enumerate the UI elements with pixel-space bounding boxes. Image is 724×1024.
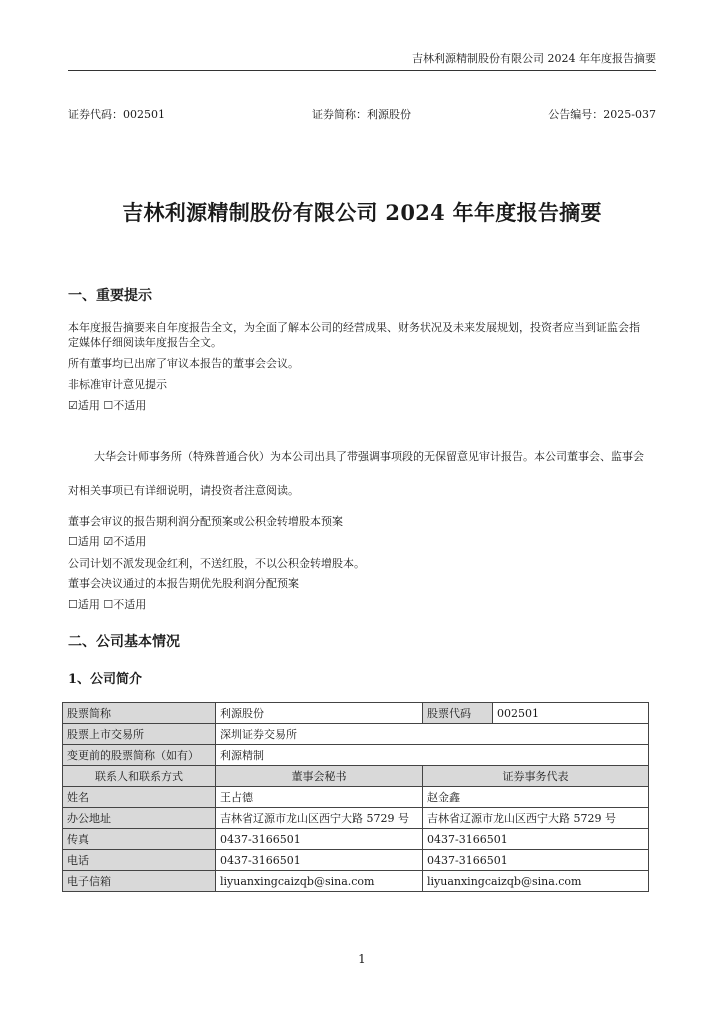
- page-number: 1: [358, 952, 366, 966]
- table-cell-label: 办公地址: [63, 808, 216, 829]
- option-nonstandard-audit: ☑适用 ☐不适用: [68, 399, 147, 412]
- table-cell-label: 变更前的股票简称（如有）: [63, 745, 216, 766]
- paragraph-preferred-stock: 董事会决议通过的本报告期优先股利润分配预案: [68, 577, 299, 590]
- option-preferred-stock: ☐适用 ☐不适用: [68, 598, 147, 611]
- table-cell-label: 股票上市交易所: [63, 724, 216, 745]
- paragraph-profit-distribution: 董事会审议的报告期利润分配预案或公积金转增股本预案: [68, 515, 343, 528]
- table-cell-value: 王占德: [216, 787, 423, 808]
- company-profile-table: [62, 702, 649, 892]
- table-cell-label: 传真: [63, 829, 216, 850]
- section-heading-important: 一、重要提示: [68, 288, 152, 304]
- stock-code: 证券代码：002501: [68, 108, 165, 121]
- table-row: [63, 745, 649, 766]
- paragraph-audit-opinion-cont: 对相关事项已有详细说明，请投资者注意阅读。: [68, 484, 299, 497]
- table-cell-value: liyuanxingcaizqb@sina.com: [216, 871, 423, 892]
- subsection-heading-company-profile: 1、公司简介: [68, 672, 143, 687]
- table-cell-label: 股票代码: [423, 703, 493, 724]
- table-cell-label: 电子信箱: [63, 871, 216, 892]
- table-cell-label: 电话: [63, 850, 216, 871]
- table-row: [63, 850, 649, 871]
- table-cell-value: 0437-3166501: [423, 850, 649, 871]
- table-row: [63, 703, 649, 724]
- table-cell-label: 股票简称: [63, 703, 216, 724]
- table-cell-label: 姓名: [63, 787, 216, 808]
- paragraph-summary-source: 本年度报告摘要来自年度报告全文，为全面了解本公司的经营成果、财务状况及未来发展规划，投资者应当到证监会指定媒体仔细阅读年度报告全文。: [68, 321, 640, 349]
- document-title: 吉林利源精制股份有限公司 2024 年年度报告摘要: [122, 200, 602, 225]
- table-column-header: 证券事务代表: [423, 766, 649, 787]
- paragraph-nonstandard-audit: 非标准审计意见提示: [68, 378, 167, 391]
- table-cell-value: 赵金鑫: [423, 787, 649, 808]
- table-row: [63, 724, 649, 745]
- table-cell-value: 0437-3166501: [423, 829, 649, 850]
- table-cell-value: 0437-3166501: [216, 850, 423, 871]
- notice-number: 公告编号：2025-037: [548, 108, 656, 121]
- option-profit-distribution: ☐适用 ☑不适用: [68, 535, 147, 548]
- table-cell-value: 利源精制: [216, 745, 649, 766]
- table-cell-value: 吉林省辽源市龙山区西宁大路 5729 号: [423, 808, 649, 829]
- table-cell-value: 利源股份: [216, 703, 423, 724]
- table-row: [63, 871, 649, 892]
- table-row: [63, 808, 649, 829]
- table-cell-value: liyuanxingcaizqb@sina.com: [423, 871, 649, 892]
- table-cell-value: 0437-3166501: [216, 829, 423, 850]
- table-cell-label: 联系人和联系方式: [63, 766, 216, 787]
- table-cell-value: 002501: [493, 703, 649, 724]
- table-row: [63, 766, 649, 787]
- paragraph-audit-opinion: 大华会计师事务所（特殊普通合伙）为本公司出具了带强调事项段的无保留意见审计报告。本公司董事会、监事会: [94, 450, 644, 463]
- section-heading-company-info: 二、公司基本情况: [68, 634, 180, 650]
- table-cell-value: 深圳证券交易所: [216, 724, 649, 745]
- paragraph-no-dividend: 公司计划不派发现金红利，不送红股，不以公积金转增股本。: [68, 557, 365, 570]
- running-header: 吉林利源精制股份有限公司 2024 年年度报告摘要: [68, 50, 656, 71]
- table-column-header: 董事会秘书: [216, 766, 423, 787]
- table-row: [63, 829, 649, 850]
- table-row: [63, 787, 649, 808]
- stock-abbreviation: 证券简称：利源股份: [312, 108, 411, 121]
- table-cell-value: 吉林省辽源市龙山区西宁大路 5729 号: [216, 808, 423, 829]
- paragraph-directors-attendance: 所有董事均已出席了审议本报告的董事会会议。: [68, 357, 299, 370]
